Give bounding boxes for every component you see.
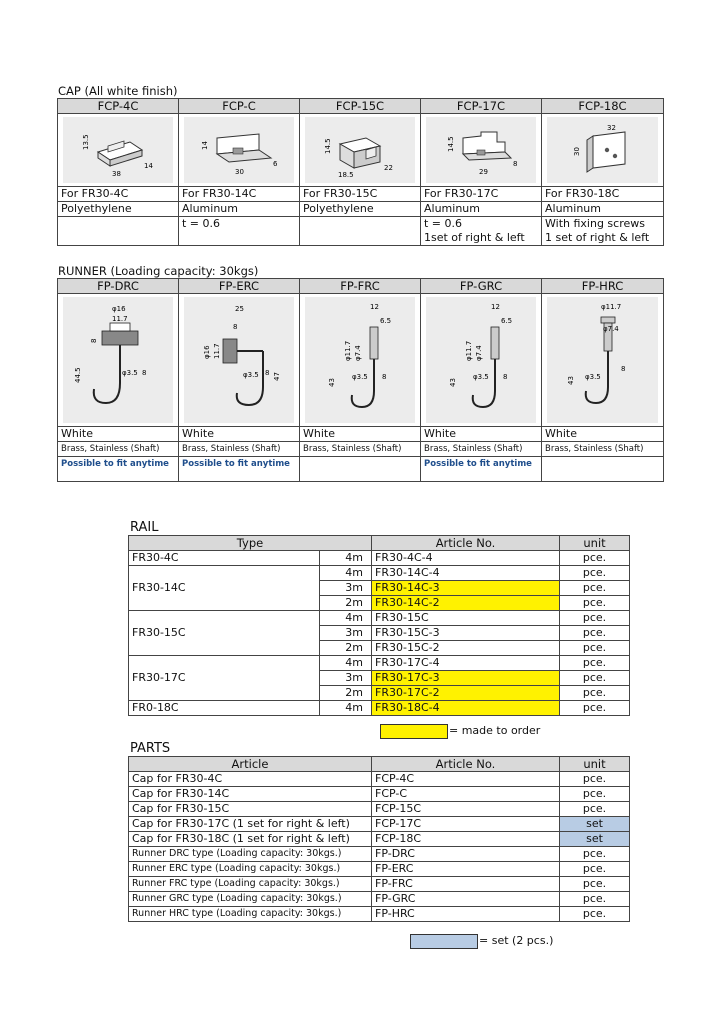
- dim-label: 6.5: [501, 317, 513, 325]
- runner-cell: White: [58, 427, 179, 442]
- parts-no-cell: FP-DRC: [372, 847, 560, 862]
- dim-label: φ3.5: [122, 369, 138, 377]
- made-to-order-swatch: [380, 724, 448, 739]
- runner-image-cell: [421, 294, 542, 427]
- runner-cell: Possible to fit anytime: [179, 457, 300, 482]
- rail-article-cell: FR30-18C-4: [372, 701, 560, 716]
- runner-image-cell: [179, 294, 300, 427]
- cap-cell: 1 set of right & left: [542, 231, 664, 246]
- rail-unit-cell: pce.: [560, 701, 630, 716]
- parts-row: [129, 907, 630, 922]
- rail-row: [129, 656, 630, 671]
- rail-length-cell: 3m: [320, 671, 372, 686]
- parts-article-cell: Runner HRC type (Loading capacity: 30kgs.): [129, 907, 372, 922]
- rail-article-cell: FR30-15C-2: [372, 641, 560, 656]
- cap-col-header: FCP-15C: [300, 99, 421, 114]
- dim-label: 44.5: [74, 367, 82, 383]
- dim-label: 47: [273, 372, 281, 381]
- runner-drawing-fp-frc: [305, 297, 415, 423]
- runner-cell: Possible to fit anytime: [421, 457, 542, 482]
- cap-cell: Polyethylene: [300, 202, 421, 217]
- dim-label: 12: [491, 303, 500, 311]
- runner-drawing-fp-grc: [426, 297, 536, 423]
- dim-label: 12: [370, 303, 379, 311]
- rail-article-cell: FR30-17C-4: [372, 656, 560, 671]
- dim-label: 30: [235, 168, 244, 176]
- rail-header-type: Type: [129, 536, 372, 551]
- rail-length-cell: 4m: [320, 656, 372, 671]
- runner-col-header: FP-DRC: [58, 279, 179, 294]
- parts-unit-cell: pce.: [560, 877, 630, 892]
- dim-label: 8: [620, 365, 625, 373]
- made-to-order-legend: = made to order: [449, 724, 541, 737]
- dim-label: φ11.7: [600, 303, 621, 311]
- parts-row: [129, 862, 630, 877]
- rail-article-cell: FR30-14C-3: [372, 581, 560, 596]
- dim-label: 14: [144, 162, 153, 170]
- rail-unit-cell: pce.: [560, 566, 630, 581]
- parts-no-cell: FCP-C: [372, 787, 560, 802]
- parts-row: [129, 817, 630, 832]
- runner-col-header: FP-ERC: [179, 279, 300, 294]
- runner-cell: White: [300, 427, 421, 442]
- dim-label: 6.5: [380, 317, 392, 325]
- dim-label: 13.5: [82, 134, 90, 150]
- dim-label: 43: [328, 378, 336, 387]
- dim-label: 29: [479, 168, 488, 176]
- dim-label: φ3.5: [243, 371, 259, 379]
- dim-label: 38: [112, 170, 121, 178]
- cap-image-cell: [58, 114, 179, 187]
- cap-row: [58, 187, 664, 202]
- parts-article-cell: Cap for FR30-14C: [129, 787, 372, 802]
- rail-article-cell: FR30-17C-2: [372, 686, 560, 701]
- dim-label: 14.5: [447, 136, 455, 152]
- cap-header-row: [58, 99, 664, 114]
- parts-unit-cell: set: [560, 832, 630, 847]
- parts-no-cell: FCP-18C: [372, 832, 560, 847]
- rail-unit-cell: pce.: [560, 641, 630, 656]
- parts-unit-cell: pce.: [560, 787, 630, 802]
- dim-label: 32: [606, 124, 616, 132]
- dim-label: 8: [513, 160, 518, 168]
- parts-unit-cell: set: [560, 817, 630, 832]
- runner-image-cell: [58, 294, 179, 427]
- parts-row: [129, 892, 630, 907]
- runner-cell: White: [179, 427, 300, 442]
- cap-cell: Aluminum: [421, 202, 542, 217]
- rail-table: [128, 535, 630, 716]
- runner-drawing-fp-erc: [184, 297, 294, 423]
- cap-table: [57, 98, 664, 246]
- dim-label: 22: [384, 164, 393, 172]
- rail-length-cell: 4m: [320, 701, 372, 716]
- rail-unit-cell: pce.: [560, 686, 630, 701]
- rail-length-cell: 3m: [320, 581, 372, 596]
- runner-cell: Brass, Stainless (Shaft): [421, 442, 542, 457]
- parts-unit-cell: pce.: [560, 802, 630, 817]
- dim-label: φ3.5: [584, 373, 601, 381]
- cap-section-title: CAP (All white finish): [58, 84, 178, 98]
- rail-length-cell: 3m: [320, 626, 372, 641]
- cap-cell: [300, 217, 421, 246]
- cap-drawing-fcp-18c: [547, 117, 658, 183]
- dim-label: 14: [201, 141, 209, 150]
- parts-row: [129, 847, 630, 862]
- dim-label: 43: [566, 376, 575, 385]
- parts-no-cell: FCP-17C: [372, 817, 560, 832]
- runner-col-header: FP-GRC: [421, 279, 542, 294]
- rail-article-cell: FR30-15C-3: [372, 626, 560, 641]
- dim-label: 25: [235, 305, 244, 313]
- parts-header-row: [129, 757, 630, 772]
- parts-article-cell: Runner FRC type (Loading capacity: 30kgs.): [129, 877, 372, 892]
- parts-no-cell: FCP-4C: [372, 772, 560, 787]
- parts-unit-cell: pce.: [560, 772, 630, 787]
- dim-label: 8: [90, 338, 98, 343]
- cap-image-cell: [300, 114, 421, 187]
- runner-image-row: [58, 294, 664, 427]
- rail-article-cell: FR30-14C-2: [372, 596, 560, 611]
- rail-row: [129, 551, 630, 566]
- dim-label: 11.7: [112, 315, 128, 323]
- rail-unit-cell: pce.: [560, 656, 630, 671]
- parts-unit-cell: pce.: [560, 862, 630, 877]
- dim-label: 8: [233, 323, 238, 331]
- dim-label: 8: [382, 373, 387, 381]
- runner-header-row: [58, 279, 664, 294]
- dim-label: 18.5: [338, 171, 354, 179]
- dim-label: 8: [503, 373, 508, 381]
- rail-unit-cell: pce.: [560, 671, 630, 686]
- rail-row: [129, 566, 630, 581]
- dim-label: φ11.7: [344, 340, 352, 361]
- parts-article-cell: Runner GRC type (Loading capacity: 30kgs.): [129, 892, 372, 907]
- dim-label: φ3.5: [352, 373, 368, 381]
- rail-article-cell: FR30-15C: [372, 611, 560, 626]
- cap-image-cell: [421, 114, 542, 187]
- rail-length-cell: 4m: [320, 566, 372, 581]
- dim-label: 14.5: [324, 138, 332, 154]
- rail-header-row: [129, 536, 630, 551]
- cap-cell: For FR30-14C: [179, 187, 300, 202]
- cap-col-header: FCP-18C: [542, 99, 664, 114]
- runner-cell: Brass, Stainless (Shaft): [58, 442, 179, 457]
- dim-label: 8: [142, 369, 147, 377]
- runner-image-cell: [300, 294, 421, 427]
- cap-row: [58, 202, 664, 217]
- rail-length-cell: 4m: [320, 551, 372, 566]
- runner-col-header: FP-FRC: [300, 279, 421, 294]
- cap-cell: 1set of right & left: [421, 231, 542, 246]
- rail-header-unit: unit: [560, 536, 630, 551]
- rail-article-cell: FR30-14C-4: [372, 566, 560, 581]
- parts-no-cell: FP-HRC: [372, 907, 560, 922]
- parts-no-cell: FP-GRC: [372, 892, 560, 907]
- rail-type-cell: FR30-17C: [129, 656, 320, 701]
- cap-cell: With fixing screws: [542, 217, 664, 232]
- cap-cell: [58, 217, 179, 246]
- dim-label: φ16: [112, 305, 126, 313]
- parts-article-cell: Cap for FR30-17C (1 set for right & left): [129, 817, 372, 832]
- rail-type-cell: FR0-18C: [129, 701, 320, 716]
- cap-cell: t = 0.6: [179, 217, 300, 246]
- dim-label: φ7.4: [354, 345, 362, 361]
- cap-cell: For FR30-4C: [58, 187, 179, 202]
- runner-cell: Possible to fit anytime: [58, 457, 179, 482]
- runner-cell: Brass, Stainless (Shaft): [179, 442, 300, 457]
- cap-image-cell: [179, 114, 300, 187]
- runner-cell: Brass, Stainless (Shaft): [542, 442, 664, 457]
- dim-label: 30: [572, 147, 581, 156]
- runner-col-header: FP-HRC: [542, 279, 664, 294]
- cap-row: [58, 217, 664, 232]
- rail-unit-cell: pce.: [560, 611, 630, 626]
- rail-type-cell: FR30-14C: [129, 566, 320, 611]
- cap-cell: Polyethylene: [58, 202, 179, 217]
- runner-cell: [300, 457, 421, 482]
- parts-row: [129, 802, 630, 817]
- dim-label: 8: [265, 369, 270, 377]
- parts-unit-cell: pce.: [560, 892, 630, 907]
- runner-material-row: [58, 442, 664, 457]
- dim-label: φ7.4: [475, 345, 483, 361]
- parts-body: [129, 772, 630, 922]
- dim-label: φ7.4: [602, 325, 619, 333]
- cap-image-row: [58, 114, 664, 187]
- parts-header-article: Article: [129, 757, 372, 772]
- runner-cell: [542, 457, 664, 482]
- parts-row: [129, 787, 630, 802]
- parts-article-cell: Runner DRC type (Loading capacity: 30kgs.): [129, 847, 372, 862]
- set-legend: = set (2 pcs.): [479, 934, 554, 947]
- set-swatch: [410, 934, 478, 949]
- parts-section-title: PARTS: [130, 741, 171, 756]
- rail-section-title: RAIL: [130, 520, 159, 535]
- dim-label: 11.7: [213, 343, 221, 359]
- dim-label: 43: [449, 378, 457, 387]
- parts-no-cell: FP-FRC: [372, 877, 560, 892]
- dim-label: 6: [273, 160, 278, 168]
- rail-length-cell: 2m: [320, 686, 372, 701]
- runner-section-title: RUNNER (Loading capacity: 30kgs): [58, 264, 259, 278]
- parts-header-unit: unit: [560, 757, 630, 772]
- cap-drawing-fcp-4c: [63, 117, 173, 183]
- parts-article-cell: Cap for FR30-4C: [129, 772, 372, 787]
- dim-label: φ16: [203, 345, 211, 359]
- rail-type-cell: FR30-15C: [129, 611, 320, 656]
- cap-cell: Aluminum: [179, 202, 300, 217]
- cap-drawing-fcp-15c: [305, 117, 415, 183]
- rail-unit-cell: pce.: [560, 581, 630, 596]
- parts-article-cell: Cap for FR30-15C: [129, 802, 372, 817]
- rail-article-cell: FR30-4C-4: [372, 551, 560, 566]
- rail-header-article: Article No.: [372, 536, 560, 551]
- cap-col-header: FCP-17C: [421, 99, 542, 114]
- parts-unit-cell: pce.: [560, 907, 630, 922]
- cap-col-header: FCP-C: [179, 99, 300, 114]
- cap-image-cell: [542, 114, 664, 187]
- cap-col-header: FCP-4C: [58, 99, 179, 114]
- dim-label: φ3.5: [473, 373, 489, 381]
- rail-row: [129, 701, 630, 716]
- runner-drawing-fp-drc: [63, 297, 173, 423]
- cap-cell: For FR30-15C: [300, 187, 421, 202]
- rail-type-cell: FR30-4C: [129, 551, 320, 566]
- parts-unit-cell: pce.: [560, 847, 630, 862]
- parts-no-cell: FP-ERC: [372, 862, 560, 877]
- parts-row: [129, 877, 630, 892]
- runner-image-cell: [542, 294, 664, 427]
- parts-row: [129, 832, 630, 847]
- dim-label: φ11.7: [465, 340, 473, 361]
- cap-drawing-fcp-17c: [426, 117, 536, 183]
- rail-article-cell: FR30-17C-3: [372, 671, 560, 686]
- rail-unit-cell: pce.: [560, 626, 630, 641]
- parts-table: [128, 756, 630, 922]
- parts-no-cell: FCP-15C: [372, 802, 560, 817]
- rail-unit-cell: pce.: [560, 596, 630, 611]
- cap-cell: For FR30-18C: [542, 187, 664, 202]
- cap-cell: t = 0.6: [421, 217, 542, 232]
- parts-article-cell: Cap for FR30-18C (1 set for right & left): [129, 832, 372, 847]
- runner-drawing-fp-hrc: [547, 297, 658, 423]
- parts-row: [129, 772, 630, 787]
- rail-row: [129, 611, 630, 626]
- parts-article-cell: Runner ERC type (Loading capacity: 30kgs.): [129, 862, 372, 877]
- rail-length-cell: 2m: [320, 641, 372, 656]
- runner-table: [57, 278, 664, 482]
- cap-cell: For FR30-17C: [421, 187, 542, 202]
- cap-cell: Aluminum: [542, 202, 664, 217]
- rail-unit-cell: pce.: [560, 551, 630, 566]
- parts-header-no: Article No.: [372, 757, 560, 772]
- runner-note-row: [58, 457, 664, 482]
- runner-cell: Brass, Stainless (Shaft): [300, 442, 421, 457]
- runner-cell: White: [421, 427, 542, 442]
- runner-finish-row: [58, 427, 664, 442]
- rail-length-cell: 2m: [320, 596, 372, 611]
- rail-length-cell: 4m: [320, 611, 372, 626]
- rail-body: [129, 551, 630, 716]
- runner-cell: White: [542, 427, 664, 442]
- cap-drawing-fcp-c: [184, 117, 294, 183]
